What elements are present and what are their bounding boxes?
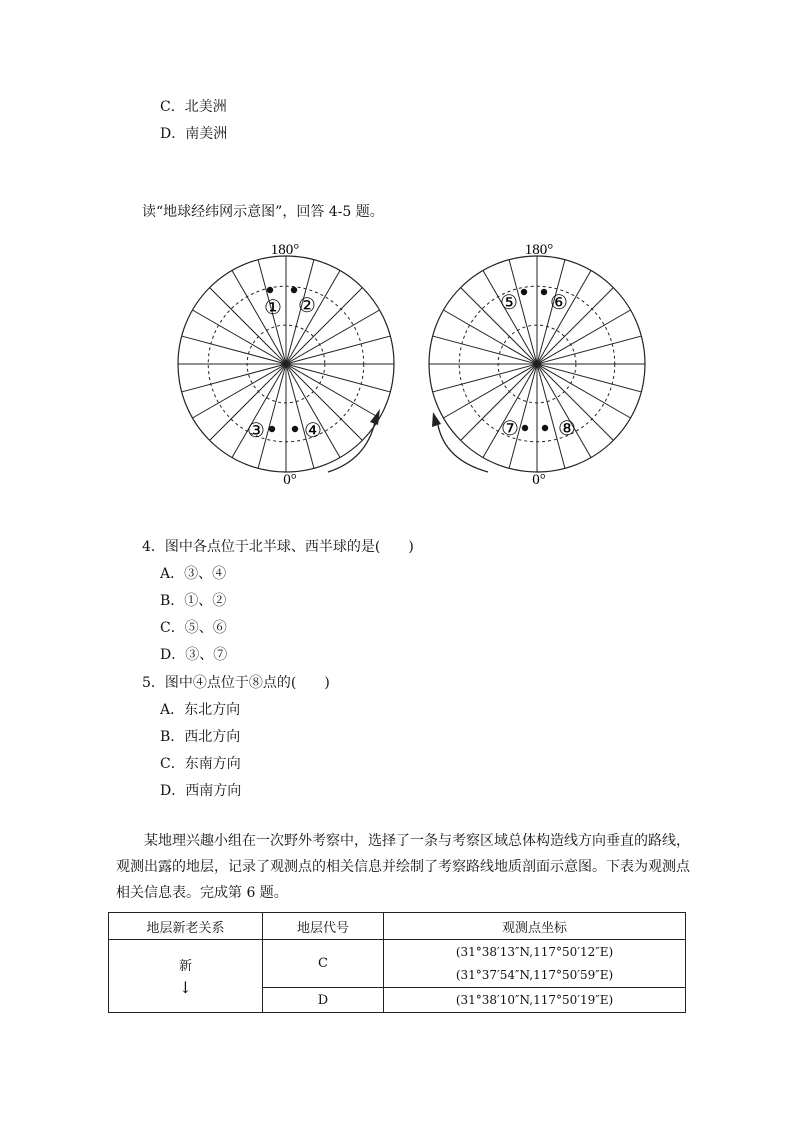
point-5-dot (521, 289, 527, 295)
code-cell: C (263, 940, 384, 988)
point-7-dot (522, 425, 528, 431)
coord-value: (31°38′13″N,117°50′12″E) (455, 944, 614, 959)
point-2-dot (291, 287, 297, 293)
point-1-label: ① (264, 295, 282, 319)
left-arrowhead-icon (370, 409, 380, 425)
table-header-row (109, 913, 686, 940)
q4-option-d: D．③、⑦ (160, 647, 228, 663)
right-bottom-label: 0° (532, 472, 546, 488)
point-4-dot (292, 426, 298, 432)
left-top-label: 180° (270, 242, 300, 258)
point-8-label: ⑧ (558, 416, 576, 440)
point-2-label: ② (298, 293, 316, 317)
coord-value: (31°38′10″N,117°50′19″E) (455, 992, 614, 1007)
left-polar-disc (178, 256, 394, 472)
coord-value: (31°37′54″N,117°50′59″E) (455, 967, 614, 982)
q3-option-d: D．南美洲 (160, 126, 228, 142)
point-6-label: ⑥ (550, 290, 568, 314)
point-5-label: ⑤ (500, 290, 518, 314)
point-1-dot (267, 287, 273, 293)
header-code: 地层代号 (263, 913, 384, 940)
q4-option-a: A．③、④ (160, 566, 227, 582)
lat-lon-diagram (170, 232, 650, 492)
table-row (109, 940, 686, 988)
age-relation-cell (109, 940, 263, 1013)
point-3-label: ③ (247, 418, 265, 442)
code-cell: D (263, 988, 384, 1013)
q5-option-c: C．东南方向 (160, 756, 241, 772)
q4-stem: 4．图中各点位于北半球、西半球的是( ) (142, 539, 414, 555)
q4-option-c: C．⑤、⑥ (160, 620, 227, 636)
left-bottom-label: 0° (283, 472, 297, 488)
right-top-label: 180° (524, 242, 554, 258)
down-arrow-icon: ↓ (178, 978, 193, 997)
passage-text: 某地理兴趣小组在一次野外考察中，选择了一条与考察区域总体构造线方向垂直的路线，观测出露的地层，记录了观测点的相关信息并绘制了考察路线地质剖面示意图。下表为观测点相关信息表。完成第 6 题。 (116, 833, 690, 901)
coords-cell (384, 940, 686, 988)
q3-option-c: C．北美洲 (160, 99, 227, 115)
q5-option-b: B．西北方向 (160, 729, 241, 745)
q4-option-b: B．①、② (160, 593, 227, 609)
observation-info-table (108, 912, 686, 1013)
point-6-dot (541, 289, 547, 295)
coords-cell (384, 988, 686, 1013)
q5-stem: 5．图中④点位于⑧点的( ) (142, 675, 330, 691)
point-3-dot (269, 426, 275, 432)
point-4-label: ④ (304, 418, 322, 442)
age-new-label: 新 (178, 959, 192, 974)
point-7-label: ⑦ (501, 416, 519, 440)
q5-option-d: D．西南方向 (160, 783, 242, 799)
header-age: 地层新老关系 (109, 913, 263, 940)
right-polar-disc (429, 256, 645, 472)
q5-option-a: A．东北方向 (160, 702, 241, 718)
right-arrowhead-icon (432, 412, 441, 427)
point-8-dot (542, 425, 548, 431)
right-rotation-arrow-icon (438, 425, 488, 472)
polar-grid-figure (170, 232, 650, 492)
intro-text: 读“地球经纬网示意图”，回答 4-5 题。 (142, 204, 384, 220)
header-coords: 观测点坐标 (384, 913, 686, 940)
